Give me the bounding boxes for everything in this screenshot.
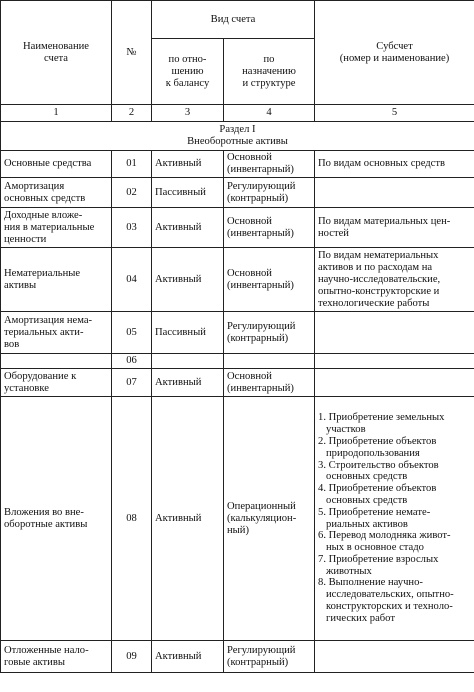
subaccount-cell [315, 641, 474, 673]
section-heading-row [1, 122, 474, 151]
account-number-cell: 08 [112, 397, 152, 641]
account-number-cell: 03 [112, 208, 152, 248]
purpose-type-cell: Основной (инвентарный) [224, 151, 315, 178]
header-by-purpose: по назначению и структуре [224, 39, 315, 105]
balance-type-cell: Активный [152, 397, 224, 641]
subaccount-item: 3. Строительство объектов [318, 459, 439, 471]
table-row [1, 248, 474, 312]
account-number-cell: 02 [112, 178, 152, 208]
account-number-cell: 09 [112, 641, 152, 673]
section-heading [1, 122, 474, 151]
account-name-cell: Отложенные нало- говые активы [1, 641, 112, 673]
account-name-cell: Оборудование к установке [1, 369, 112, 397]
subaccount-item: 2. Приобретение объектов [318, 435, 437, 447]
column-number: 1 [1, 105, 112, 122]
account-number-cell: 06 [112, 354, 152, 369]
account-name-cell: Амортизация основных средств [1, 178, 112, 208]
table-row [1, 151, 474, 178]
account-name-cell: Нематериальные активы [1, 248, 112, 312]
header-subaccount: Субсчет (номер и наименование) [315, 1, 474, 105]
account-name-cell: Доходные вложе- ния в материальные ценности [1, 208, 112, 248]
purpose-type-cell [224, 354, 315, 369]
subaccount-item: 5. Приобретение немате- [318, 506, 431, 518]
balance-type-cell: Активный [152, 641, 224, 673]
purpose-type-cell: Регулирующий (контрарный) [224, 641, 315, 673]
subaccount-item: 8. Выполнение научно- [318, 577, 423, 589]
subaccount-cell: По видам материальных цен- ностей [315, 208, 474, 248]
purpose-type-cell: Регулирующий (контрарный) [224, 178, 315, 208]
subaccount-cell [315, 178, 474, 208]
table-row [1, 312, 474, 354]
account-number-cell: 05 [112, 312, 152, 354]
table-row [1, 641, 474, 673]
balance-type-cell: Активный [152, 151, 224, 178]
subaccount-item: 7. Приобретение взрослых [318, 553, 439, 565]
purpose-type-cell: Основной (инвентарный) [224, 208, 315, 248]
subaccount-cell [315, 312, 474, 354]
subaccount-cell: По видам основных средств [315, 151, 474, 178]
subaccount-list-cell: 1. Приобретение земельных участков 2. Приобретение объектов природопользования 3. Строительство объектов основных средств 4. Приобретение объектов основных средств 5. Приобретение немате- риальных активов 6. Перевод молодняка живот- ных в основное стадо 7. Приобретение взрослых животных 8. Выполнение научно- исследовательских, опытно- конструкторских и техноло- гических работ [315, 397, 474, 641]
subaccount-item: 4. Приобретение объектов [318, 483, 437, 495]
purpose-type-cell: Основной (инвентарный) [224, 248, 315, 312]
account-number-cell: 07 [112, 369, 152, 397]
subaccount-item: 6. Перевод молодняка живот- [318, 530, 451, 542]
account-name-cell [1, 354, 112, 369]
account-number-cell: 04 [112, 248, 152, 312]
balance-type-cell: Активный [152, 369, 224, 397]
balance-type-cell: Активный [152, 208, 224, 248]
subaccount-cell: По видам нематериальных активов и по расходам на научно-исследовательские, опытно-конструкторские и технологические работы [315, 248, 474, 312]
section-title: Раздел I [219, 124, 256, 135]
subaccount-cell [315, 354, 474, 369]
account-name-cell: Амортизация нема- териальных акти- вов [1, 312, 112, 354]
purpose-type-cell: Операционный (калькуляцион- ный) [224, 397, 315, 641]
header-account-name: Наименование счета [1, 1, 112, 105]
table-row [1, 397, 474, 641]
section-subtitle: Внеоборотные активы [187, 136, 288, 147]
table-row [1, 208, 474, 248]
column-number: 2 [112, 105, 152, 122]
account-name-cell: Основные средства [1, 151, 112, 178]
column-number: 5 [315, 105, 474, 122]
account-name-cell: Вложения во вне- оборотные активы [1, 397, 112, 641]
column-number: 4 [224, 105, 315, 122]
subaccount-cell [315, 369, 474, 397]
header-by-balance: по отно- шению к балансу [152, 39, 224, 105]
balance-type-cell: Пассивный [152, 178, 224, 208]
account-number-cell: 01 [112, 151, 152, 178]
table-row [1, 354, 474, 369]
column-number-row [1, 105, 474, 122]
table-row [1, 369, 474, 397]
table-row [1, 178, 474, 208]
purpose-type-cell: Основной (инвентарный) [224, 369, 315, 397]
header-row [1, 1, 474, 39]
header-account-type: Вид счета [152, 1, 315, 39]
balance-type-cell: Активный [152, 248, 224, 312]
column-number: 3 [152, 105, 224, 122]
purpose-type-cell: Регулирующий (контрарный) [224, 312, 315, 354]
subaccount-item: 1. Приобретение земельных [318, 412, 445, 424]
header-number: № [112, 1, 152, 105]
balance-type-cell: Пассивный [152, 312, 224, 354]
balance-type-cell [152, 354, 224, 369]
